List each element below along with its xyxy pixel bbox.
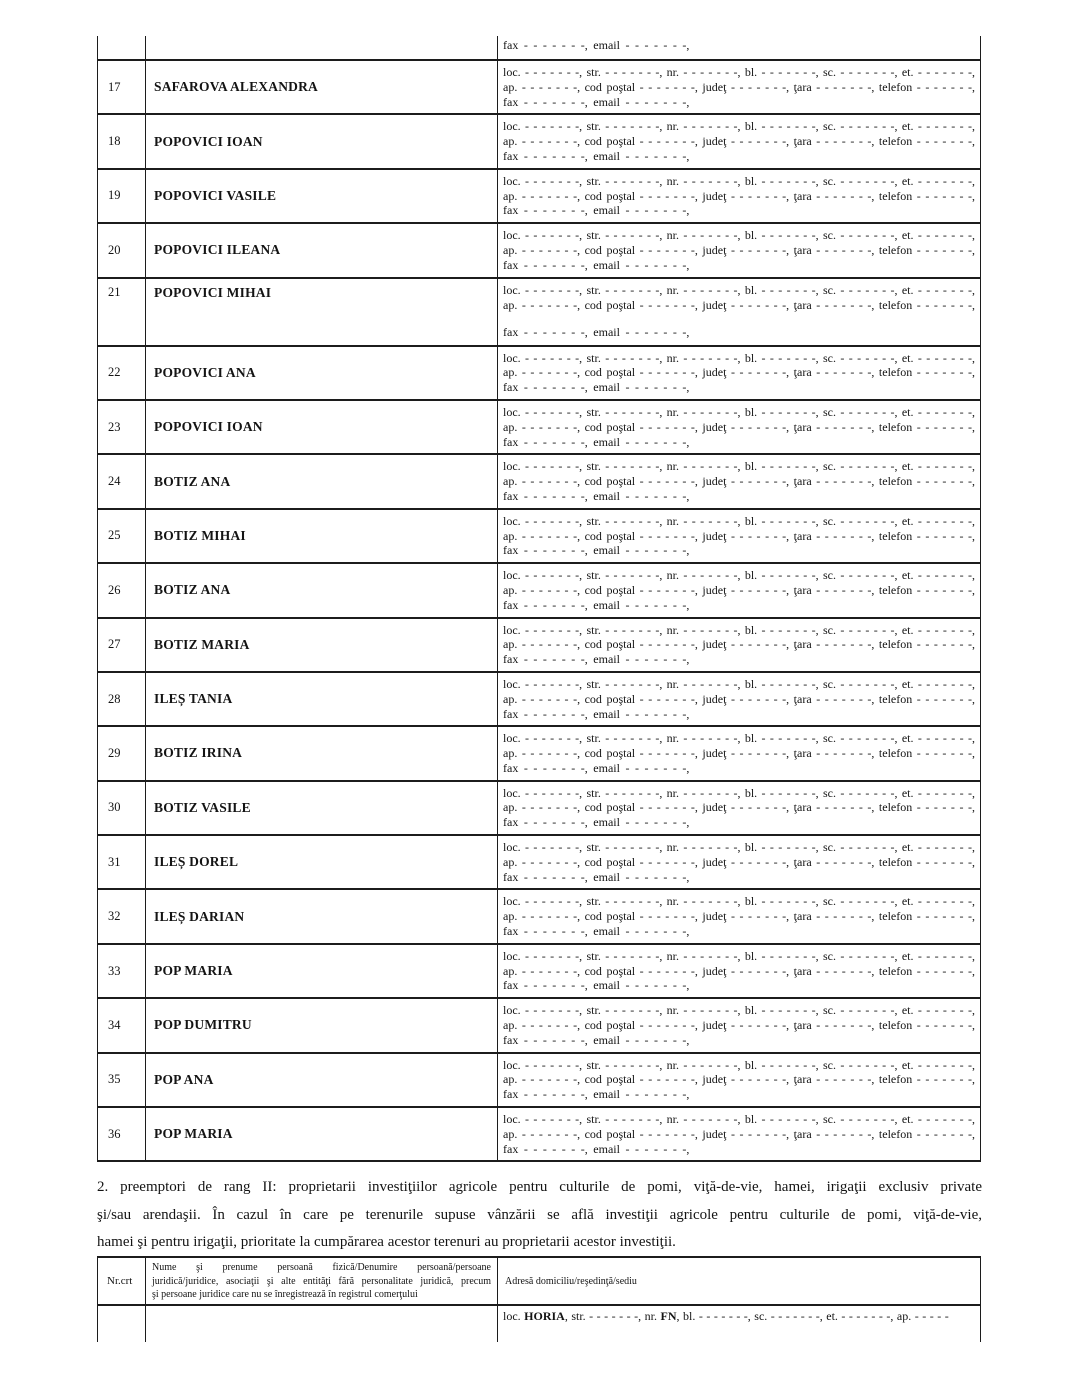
rang2-owners-table	[97, 1256, 981, 1342]
address-cell	[498, 563, 981, 617]
address-line-1: loc. - - - - - - -, str. - - - - - - -, nr. - - - - - - -, bl. - - - - - - -, sc. - - - - - - -, et. - - - - - - -,	[503, 948, 975, 963]
address-cell	[498, 278, 981, 346]
address-cell	[498, 60, 981, 114]
rang1-owners-table	[97, 36, 981, 1162]
address-cell	[498, 36, 981, 60]
owner-name: POP MARIA	[154, 963, 233, 979]
owner-name: BOTIZ MARIA	[154, 636, 250, 652]
table-row	[98, 672, 981, 726]
row-number: 22	[108, 365, 121, 380]
owner-name: ILEȘ DOREL	[154, 854, 239, 870]
address-line-3: fax - - - - - - -, email - - - - - - -,	[503, 1087, 690, 1102]
address-cell	[498, 1107, 981, 1161]
paragraph-line-1: 2. preemptori de rang II: proprietarii investiţiilor agricole pentru culturile de pomi, viţă-de-vie, hamei, irigaţii exclusiv private	[97, 1179, 982, 1196]
address-line-3: fax - - - - - - -, email - - - - - - -,	[503, 543, 690, 558]
row-number: 32	[108, 909, 121, 924]
row-number-cell	[98, 726, 146, 780]
owner-name: BOTIZ ANA	[154, 582, 231, 598]
owner-name-cell	[146, 60, 498, 114]
owner-name: POP MARIA	[154, 1126, 233, 1142]
table-row	[98, 726, 981, 780]
address-line-3: fax - - - - - - -, email - - - - - - -,	[503, 978, 690, 993]
owner-name-cell	[146, 889, 498, 943]
address-loc-value: HORIA	[524, 1308, 565, 1323]
header-name-line-3: şi persoane juridice care nu se înregistrează în registrul comerţului	[152, 1288, 418, 1300]
row-number: 33	[108, 963, 121, 978]
owner-name-cell	[146, 36, 498, 60]
owner-name-cell	[146, 169, 498, 223]
table-row	[98, 169, 981, 223]
address-line-3: fax - - - - - - -, email - - - - - - -,	[503, 760, 690, 775]
address-line-1: loc. - - - - - - -, str. - - - - - - -, nr. - - - - - - -, bl. - - - - - - -, sc. - - - - - - -, et. - - - - - - -,	[503, 350, 975, 365]
owner-name-cell	[146, 346, 498, 400]
address-line-3: fax - - - - - - -, email - - - - - - -,	[503, 434, 690, 449]
owner-name: SAFAROVA ALEXANDRA	[154, 79, 318, 95]
owner-name-cell	[146, 944, 498, 998]
address-line-1: loc. - - - - - - -, str. - - - - - - -, nr. - - - - - - -, bl. - - - - - - -, sc. - - - - - - -, et. - - - - - - -,	[503, 622, 975, 637]
row-number: 24	[108, 474, 121, 489]
address-line-3: fax - - - - - - -, email - - - - - - -,	[503, 924, 690, 939]
row-number-cell	[98, 114, 146, 168]
table-row	[98, 781, 981, 835]
owner-name: POPOVICI MIHAI	[154, 284, 272, 300]
owner-name-cell	[146, 114, 498, 168]
address-cell	[498, 114, 981, 168]
address-line-2: ap. - - - - - - -, cod poştal - - - - - - -, judeţ - - - - - - -, ţara - - - - - - -, telefon - - - - - - -,	[503, 188, 975, 203]
address-cell	[498, 835, 981, 889]
owner-name: POP ANA	[154, 1071, 214, 1087]
address-loc-label: loc.	[503, 1308, 525, 1323]
address-line-3: fax - - - - - - -, email - - - - - - -,	[503, 869, 690, 884]
row-number-cell	[98, 60, 146, 114]
row-number: 30	[108, 800, 121, 815]
address-line-2: ap. - - - - - - -, cod poştal - - - - - - -, judeţ - - - - - - -, ţara - - - - - - -, telefon - - - - - - -,	[503, 637, 975, 652]
address-line-2: ap. - - - - - - -, cod poştal - - - - - - -, judeţ - - - - - - -, ţara - - - - - - -, telefon - - - - - - -,	[503, 134, 975, 149]
row-number-cell	[98, 889, 146, 943]
owner-name-cell	[146, 563, 498, 617]
row-number: 36	[108, 1126, 121, 1141]
address-line-3: fax - - - - - - -, email - - - - - - -,	[503, 652, 690, 667]
address-line-3: fax - - - - - - -, email - - - - - - -,	[503, 1141, 690, 1156]
row-number: 21	[108, 284, 121, 299]
row-number-cell	[98, 400, 146, 454]
address-line-1	[503, 1309, 975, 1324]
owner-name-cell	[146, 509, 498, 563]
address-cell	[498, 726, 981, 780]
address-cell	[498, 672, 981, 726]
address-cell	[498, 346, 981, 400]
address-line-2: ap. - - - - - - -, cod poştal - - - - - - -, judeţ - - - - - - -, ţara - - - - - - -, telefon - - - - - - -,	[503, 691, 975, 706]
header-name-cell	[146, 1257, 498, 1305]
table-row	[98, 223, 981, 277]
owner-name-cell	[146, 998, 498, 1052]
row-number-cell	[98, 454, 146, 508]
row-number-cell	[98, 672, 146, 726]
address-line-3: fax - - - - - - -, email - - - - - - -,	[503, 148, 690, 163]
address-line-1: loc. - - - - - - -, str. - - - - - - -, nr. - - - - - - -, bl. - - - - - - -, sc. - - - - - - -, et. - - - - - - -,	[503, 731, 975, 746]
table-row	[98, 835, 981, 889]
row-number-cell	[98, 1053, 146, 1107]
table-row	[98, 563, 981, 617]
owner-name: ILEȘ TANIA	[154, 691, 233, 707]
row-number-cell	[98, 1107, 146, 1161]
address-line-2: ap. - - - - - - -, cod poştal - - - - - - -, judeţ - - - - - - -, ţara - - - - - - -, telefon - - - - - - -,	[503, 365, 975, 380]
address-line-3: fax - - - - - - -, email - - - - - - -,	[503, 203, 690, 218]
owner-name: ILEȘ DARIAN	[154, 908, 245, 924]
owner-name: POPOVICI IOAN	[154, 133, 263, 149]
row-number-cell	[98, 36, 146, 60]
address-cell	[498, 169, 981, 223]
owner-name-cell	[146, 1107, 498, 1161]
row-number-cell	[98, 618, 146, 672]
owner-name-cell	[146, 278, 498, 346]
address-line-2: ap. - - - - - - -, cod poştal - - - - - - -, judeţ - - - - - - -, ţara - - - - - - -, telefon - - - - - - -,	[503, 474, 975, 489]
address-line-1: loc. - - - - - - -, str. - - - - - - -, nr. - - - - - - -, bl. - - - - - - -, sc. - - - - - - -, et. - - - - - - -,	[503, 404, 975, 419]
address-line-2: ap. - - - - - - -, cod poştal - - - - - - -, judeţ - - - - - - -, ţara - - - - - - -, telefon - - - - - - -,	[503, 582, 975, 597]
table-row	[98, 889, 981, 943]
row-number: 31	[108, 854, 121, 869]
row-number: 19	[108, 188, 121, 203]
address-line-1: loc. - - - - - - -, str. - - - - - - -, nr. - - - - - - -, bl. - - - - - - -, sc. - - - - - - -, et. - - - - - - -,	[503, 1057, 975, 1072]
address-line-2: ap. - - - - - - -, cod poştal - - - - - - -, judeţ - - - - - - -, ţara - - - - - - -, telefon - - - - - - -,	[503, 79, 975, 94]
table-row-continued	[98, 36, 981, 60]
rang2-table-body	[98, 1257, 981, 1342]
row-number: 26	[108, 582, 121, 597]
table-row	[98, 1107, 981, 1161]
address-cell	[498, 223, 981, 277]
paragraph-line-2: şi/sau arendaşii. În cazul în care pe terenurile supuse vânzării se află investiţii agricole pentru culturile de pomi, viţă-de-vie,	[97, 1206, 982, 1223]
address-cell	[498, 998, 981, 1052]
address-line-2: ap. - - - - - - -, cod poştal - - - - - - -, judeţ - - - - - - -, ţara - - - - - - -, telefon - - - - - - -,	[503, 1072, 975, 1087]
address-line-1: loc. - - - - - - -, str. - - - - - - -, nr. - - - - - - -, bl. - - - - - - -, sc. - - - - - - -, et. - - - - - - -,	[503, 513, 975, 528]
owner-name-cell	[146, 672, 498, 726]
paragraph-line-3: hamei şi pentru irigaţii, prioritate la cumpărarea acestor terenuri au proprietarii acestor investiţii.	[97, 1234, 676, 1251]
address-line-3: fax - - - - - - -, email - - - - - - -,	[503, 257, 690, 272]
owner-name-cell	[146, 400, 498, 454]
address-line-1: loc. - - - - - - -, str. - - - - - - -, nr. - - - - - - -, bl. - - - - - - -, sc. - - - - - - -, et. - - - - - - -,	[503, 459, 975, 474]
address-line-1: loc. - - - - - - -, str. - - - - - - -, nr. - - - - - - -, bl. - - - - - - -, sc. - - - - - - -, et. - - - - - - -,	[503, 173, 975, 188]
row-number: 25	[108, 528, 121, 543]
address-street-segment: , str. - - - - - - -, nr.	[564, 1308, 661, 1323]
owner-name: POP DUMITRU	[154, 1017, 252, 1033]
owner-name: BOTIZ IRINA	[154, 745, 243, 761]
table-header-row	[98, 1257, 981, 1305]
address-line-3: fax - - - - - - -, email - - - - - - -,	[503, 597, 690, 612]
table-row	[98, 278, 981, 346]
owner-name: POPOVICI ILEANA	[154, 242, 281, 258]
address-line-2: ap. - - - - - - -, cod poştal - - - - - - -, judeţ - - - - - - -, ţara - - - - - - -, telefon - - - - - - -,	[503, 800, 975, 815]
address-line-1: loc. - - - - - - -, str. - - - - - - -, nr. - - - - - - -, bl. - - - - - - -, sc. - - - - - - -, et. - - - - - - -,	[503, 1003, 975, 1018]
row-number-cell	[98, 835, 146, 889]
address-line-3: fax - - - - - - -, email - - - - - - -,	[503, 815, 690, 830]
address-rest-segment: , bl. - - - - - - -, sc. - - - - - - -, et. - - - - - - -, ap. - - - - -	[676, 1308, 949, 1323]
row-number-cell	[98, 563, 146, 617]
owner-name: BOTIZ MIHAI	[154, 527, 246, 543]
address-line-1: loc. - - - - - - -, str. - - - - - - -, nr. - - - - - - -, bl. - - - - - - -, sc. - - - - - - -, et. - - - - - - -,	[503, 676, 975, 691]
table-row	[98, 114, 981, 168]
row-number: 28	[108, 691, 121, 706]
owner-name: BOTIZ ANA	[154, 473, 231, 489]
row-number-cell	[98, 169, 146, 223]
table-row	[98, 944, 981, 998]
address-line-2: ap. - - - - - - -, cod poştal - - - - - - -, judeţ - - - - - - -, ţara - - - - - - -, telefon - - - - - - -,	[503, 419, 975, 434]
address-cell	[498, 1053, 981, 1107]
header-nr-cell: Nr.crt	[98, 1257, 146, 1305]
address-line-2: ap. - - - - - - -, cod poştal - - - - - - -, judeţ - - - - - - -, ţara - - - - - - -, telefon - - - - - - -,	[503, 746, 975, 761]
address-line-3: fax - - - - - - -, email - - - - - - -,	[503, 488, 690, 503]
table-row-cut	[98, 1305, 981, 1342]
owner-name-cell	[146, 223, 498, 277]
address-line-3: fax - - - - - - -, email - - - - - - -,	[503, 325, 690, 340]
table-row	[98, 618, 981, 672]
owner-name: POPOVICI IOAN	[154, 419, 263, 435]
row-number-cell	[98, 781, 146, 835]
address-line-1: loc. - - - - - - -, str. - - - - - - -, nr. - - - - - - -, bl. - - - - - - -, sc. - - - - - - -, et. - - - - - - -,	[503, 65, 975, 79]
address-line-1: loc. - - - - - - -, str. - - - - - - -, nr. - - - - - - -, bl. - - - - - - -, sc. - - - - - - -, et. - - - - - - -,	[503, 119, 975, 134]
table-row	[98, 509, 981, 563]
table-row	[98, 60, 981, 114]
address-line-1: loc. - - - - - - -, str. - - - - - - -, nr. - - - - - - -, bl. - - - - - - -, sc. - - - - - - -, et. - - - - - - -,	[503, 1112, 975, 1127]
row-number-cell	[98, 1305, 146, 1342]
row-number-cell	[98, 509, 146, 563]
row-number-cell	[98, 998, 146, 1052]
address-line-2: ap. - - - - - - -, cod poştal - - - - - - -, judeţ - - - - - - -, ţara - - - - - - -, telefon - - - - - - -,	[503, 854, 975, 869]
row-number: 29	[108, 745, 121, 760]
row-number: 17	[108, 79, 121, 94]
row-number-cell	[98, 944, 146, 998]
address-cell	[498, 509, 981, 563]
address-line-1: loc. - - - - - - -, str. - - - - - - -, nr. - - - - - - -, bl. - - - - - - -, sc. - - - - - - -, et. - - - - - - -,	[503, 282, 975, 297]
owner-name-cell	[146, 618, 498, 672]
row-number-cell	[98, 278, 146, 346]
address-line-1: loc. - - - - - - -, str. - - - - - - -, nr. - - - - - - -, bl. - - - - - - -, sc. - - - - - - -, et. - - - - - - -,	[503, 785, 975, 800]
row-number: 35	[108, 1072, 121, 1087]
address-line-3: fax - - - - - - -, email - - - - - - -,	[503, 380, 690, 395]
row-number: 34	[108, 1017, 121, 1032]
address-cell	[498, 781, 981, 835]
owner-name: POPOVICI VASILE	[154, 187, 277, 203]
row-number-cell	[98, 223, 146, 277]
row-number: 23	[108, 419, 121, 434]
owner-name-cell	[146, 1305, 498, 1342]
table-row	[98, 346, 981, 400]
address-cell	[498, 618, 981, 672]
rang2-section-paragraph	[97, 1174, 982, 1256]
address-line-2: ap. - - - - - - -, cod poştal - - - - - - -, judeţ - - - - - - -, ţara - - - - - - -, telefon - - - - - - -,	[503, 909, 975, 924]
row-number: 27	[108, 637, 121, 652]
address-line-1: loc. - - - - - - -, str. - - - - - - -, nr. - - - - - - -, bl. - - - - - - -, sc. - - - - - - -, et. - - - - - - -,	[503, 228, 975, 243]
rang1-table-body	[98, 36, 981, 1161]
address-nr-value: FN	[660, 1308, 677, 1323]
row-number-cell	[98, 346, 146, 400]
table-row	[98, 998, 981, 1052]
owner-name-cell	[146, 726, 498, 780]
address-line-1: loc. - - - - - - -, str. - - - - - - -, nr. - - - - - - -, bl. - - - - - - -, sc. - - - - - - -, et. - - - - - - -,	[503, 894, 975, 909]
address-line-3: fax - - - - - - -, email - - - - - - -,	[503, 706, 690, 721]
header-name-line-1: Nume şi prenume persoană fizică/Denumire persoană/persoane	[152, 1262, 491, 1274]
address-line-1: loc. - - - - - - -, str. - - - - - - -, nr. - - - - - - -, bl. - - - - - - -, sc. - - - - - - -, et. - - - - - - -,	[503, 568, 975, 583]
address-cell	[498, 454, 981, 508]
address-cell	[498, 1305, 981, 1342]
table-row	[98, 400, 981, 454]
address-line-2: ap. - - - - - - -, cod poştal - - - - - - -, judeţ - - - - - - -, ţara - - - - - - -, telefon - - - - - - -,	[503, 528, 975, 543]
row-number: 18	[108, 134, 121, 149]
address-line-2: ap. - - - - - - -, cod poştal - - - - - - -, judeţ - - - - - - -, ţara - - - - - - -, telefon - - - - - - -,	[503, 1018, 975, 1033]
table-row	[98, 1053, 981, 1107]
address-line-2: ap. - - - - - - -, cod poştal - - - - - - -, judeţ - - - - - - -, ţara - - - - - - -, telefon - - - - - - -,	[503, 242, 975, 257]
address-line-fax: fax - - - - - - -, email - - - - - - -,	[503, 38, 690, 52]
header-address-cell: Adresă domiciliu/reşedinţă/sediu	[498, 1257, 981, 1305]
owner-name-cell	[146, 835, 498, 889]
address-line-3: fax - - - - - - -, email - - - - - - -,	[503, 1032, 690, 1047]
address-cell	[498, 400, 981, 454]
owner-name-cell	[146, 781, 498, 835]
owner-name-cell	[146, 1053, 498, 1107]
table-row	[98, 454, 981, 508]
owner-name-cell	[146, 454, 498, 508]
row-number: 20	[108, 242, 121, 257]
address-line-3: fax - - - - - - -, email - - - - - - -,	[503, 94, 690, 109]
address-line-2: ap. - - - - - - -, cod poştal - - - - - - -, judeţ - - - - - - -, ţara - - - - - - -, telefon - - - - - - -,	[503, 297, 975, 312]
owner-name: BOTIZ VASILE	[154, 799, 251, 815]
header-name-line-2: juridică/juridice, asociaţii şi alte entităţi fără personalitate juridică, precum	[152, 1275, 491, 1287]
address-cell	[498, 889, 981, 943]
address-line-1: loc. - - - - - - -, str. - - - - - - -, nr. - - - - - - -, bl. - - - - - - -, sc. - - - - - - -, et. - - - - - - -,	[503, 840, 975, 855]
address-line-2: ap. - - - - - - -, cod poştal - - - - - - -, judeţ - - - - - - -, ţara - - - - - - -, telefon - - - - - - -,	[503, 963, 975, 978]
address-cell	[498, 944, 981, 998]
address-line-2: ap. - - - - - - -, cod poştal - - - - - - -, judeţ - - - - - - -, ţara - - - - - - -, telefon - - - - - - -,	[503, 1126, 975, 1141]
owner-name: POPOVICI ANA	[154, 364, 256, 380]
document-page	[97, 0, 980, 1342]
